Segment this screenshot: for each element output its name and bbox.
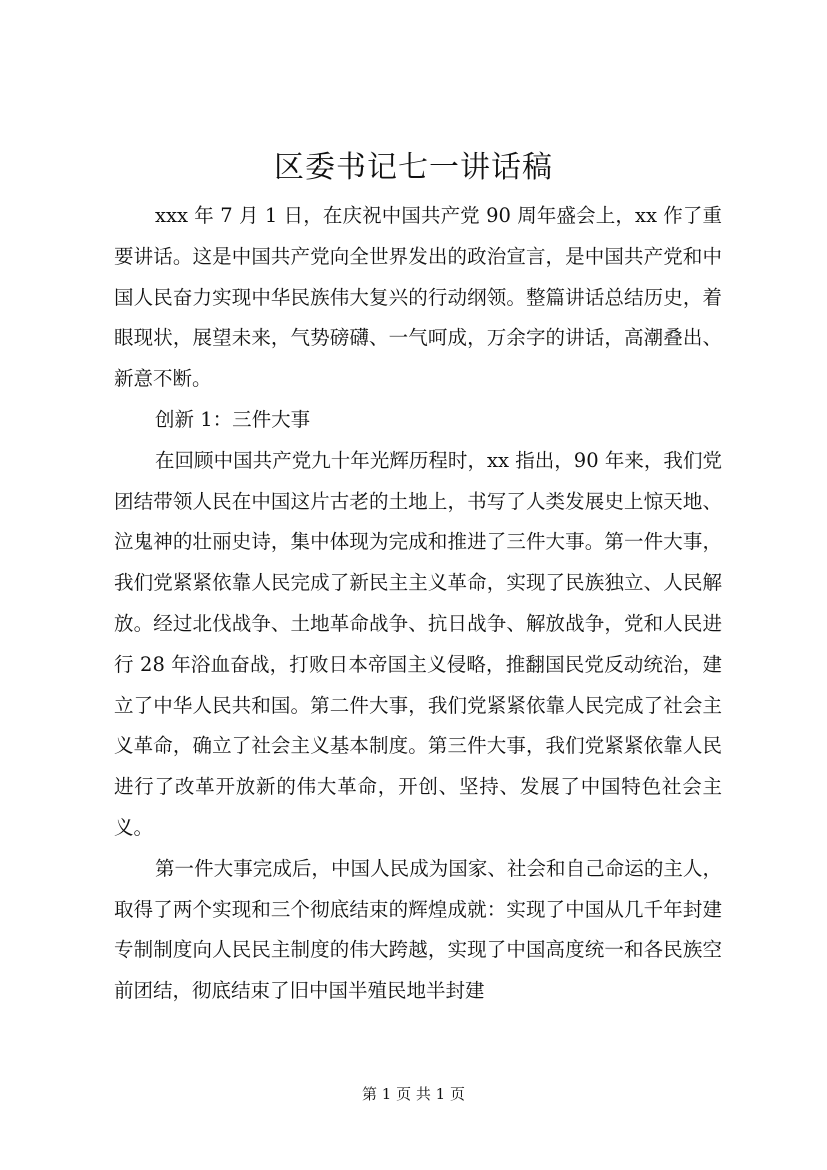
paragraph-three-events: 在回顾中国共产党九十年光辉历程时，xx 指出，90 年来，我们党团结带领人民在中国这片古老的土地上，书写了人类发展史上惊天地、泣鬼神的壮丽史诗，集中体现为完成和推进了三件大事。第一件大事，我们党紧紧依靠人民完成了新民主主义革命，实现了民族独立、人民解放。经过北伐战争、土地革命战争、抗日战争、解放战争，党和人民进行 28 年浴血奋战，打败日本帝国主义侵略，推翻国民党反动统治，建立了中华人民共和国。第二件大事，我们党紧紧依靠人民完成了社会主义革命，确立了社会主义基本制度。第三件大事，我们党紧紧依靠人民进行了改革开放新的伟大革命，开创、坚持、发展了中国特色社会主义。 <box>114 448 722 839</box>
paragraph-intro: xxx 年 7 月 1 日，在庆祝中国共产党 90 周年盛会上，xx 作了重要讲话。这是中国共产党向全世界发出的政治宣言，是中国共产党和中国人民奋力实现中华民族伟大复兴的行动纲领。整篇讲话总结历史，着眼现状，展望未来，气势磅礴、一气呵成，万余字的讲话，高潮叠出、新意不断。 <box>114 204 722 391</box>
page-footer: 第 1 页 共 1 页 <box>362 1085 465 1103</box>
section-heading: 创新 1：三件大事 <box>155 407 311 431</box>
document-body <box>114 196 722 1012</box>
paragraph-first-event: 第一件大事完成后，中国人民成为国家、社会和自己命运的主人，取得了两个实现和三个彻底结束的辉煌成就：实现了中国从几千年封建专制制度向人民民主制度的伟大跨越，实现了中国高度统一和各民族空前团结，彻底结束了旧中国半殖民地半封建 <box>114 856 722 1003</box>
document-title: 区委书记七一讲话稿 <box>274 150 553 185</box>
